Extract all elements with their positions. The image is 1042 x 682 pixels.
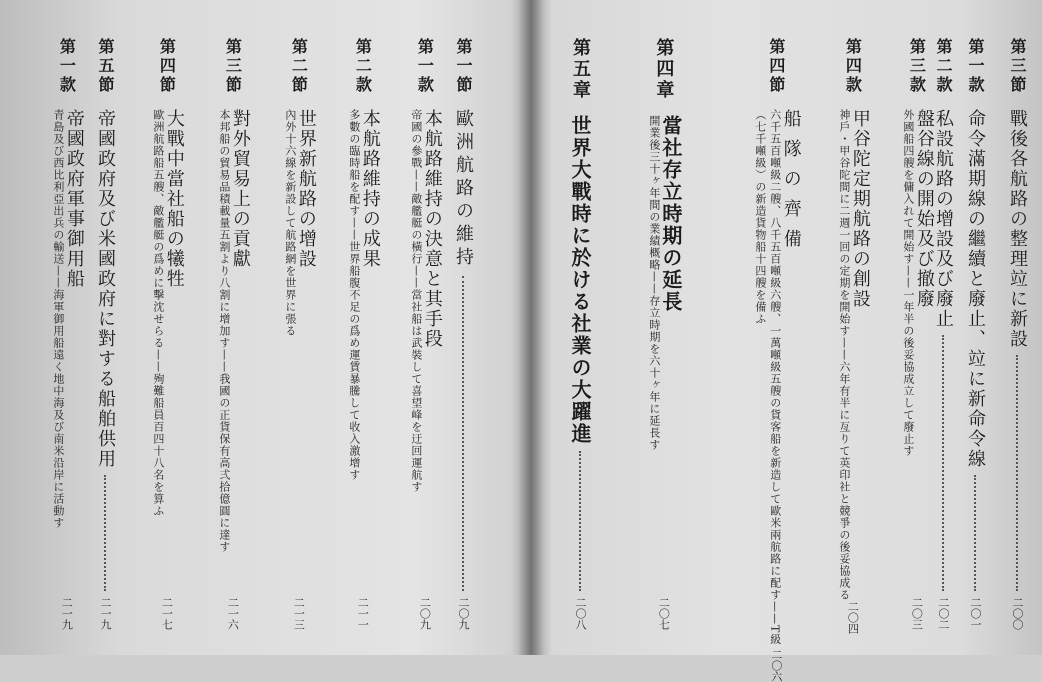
entry-page: 二〇六 xyxy=(769,649,783,682)
toc-entry xyxy=(216,38,249,630)
dot-leader xyxy=(1016,355,1018,591)
entry-label: 第一款 xyxy=(57,38,77,95)
toc-entry xyxy=(50,38,83,630)
entry-label: 第四章 xyxy=(653,38,675,101)
entry-title: 本航路維持の決意と其手段 xyxy=(421,109,443,349)
entry-page: 二〇一 xyxy=(969,597,982,630)
dot-leader xyxy=(579,451,581,591)
entry-title: 帝國政府軍事御用船 xyxy=(63,109,85,289)
toc-entry xyxy=(966,38,984,630)
entry-description: 青島及び西比利亞出兵の輸送——海軍御用船遠く地中海及び南米沿岸に活動す xyxy=(51,109,65,529)
dot-leader xyxy=(942,335,944,591)
dot-leader xyxy=(104,475,106,591)
toc-entry xyxy=(934,38,952,630)
entry-title: 對外貿易上の貢獻 xyxy=(229,109,251,269)
entry-title: 甲谷陀定期航路の創設 xyxy=(849,109,871,309)
entry-title: 大戰中當社船の犧牲 xyxy=(163,109,185,289)
entry-page: 二〇〇 xyxy=(1011,597,1024,630)
entry-label: 第三節 xyxy=(1008,38,1027,95)
dot-leader xyxy=(462,276,464,591)
entry-label: 第四節 xyxy=(157,38,177,95)
entry-title: 戰後各航路の整理竝に新設 xyxy=(1007,109,1028,349)
entry-description: 歐洲航路船五艘、敵艦艇の爲めに擊沈せらる——殉難船員百四十八名を算ふ xyxy=(151,109,165,517)
entry-label: 第二款 xyxy=(934,38,953,95)
toc-entry xyxy=(836,38,871,634)
entry-page: 二一三 xyxy=(292,597,306,630)
entry-title: 歐洲航路の維持 xyxy=(453,109,474,270)
entry-description: 開業後三十ヶ年間の業績概略——存立時期を六十ヶ年に延長す xyxy=(647,115,661,451)
entry-description: 帝國の參戰——敵艦艇の橫行——當社船は武裝して喜望峰を迂回運航す xyxy=(409,109,423,493)
entry-description: 神戶・甲谷陀間に二週一回の定期を開始す——六年有半に亙りて英印社と競爭の後妥協成る xyxy=(837,109,851,601)
entry-description: 內外十六線を新設して航路網を世界に張る xyxy=(283,109,297,337)
toc-entry xyxy=(900,38,933,630)
entry-label: 第二款 xyxy=(353,38,373,95)
entry-title: 本航路維持の成果 xyxy=(359,109,381,269)
toc-entry xyxy=(150,38,183,630)
entry-label: 第四節 xyxy=(766,38,786,95)
toc-entry xyxy=(454,38,472,630)
entry-label: 第一款 xyxy=(415,38,435,95)
entry-page: 二一七 xyxy=(160,597,174,630)
entry-page: 二〇七 xyxy=(657,597,671,630)
entry-page: 二〇三 xyxy=(910,597,924,630)
entry-title: 世界大戰時に於ける社業の大躍進 xyxy=(568,115,592,445)
entry-title: 當社存立時期の延長 xyxy=(658,115,683,313)
entry-label: 第一款 xyxy=(966,38,985,95)
entry-page: 二〇八 xyxy=(574,597,587,630)
toc-entry xyxy=(646,38,681,630)
entry-title: 船隊の齊備 xyxy=(780,109,802,259)
entry-page: 二一九 xyxy=(60,597,74,630)
entry-description: 六千五百噸級二艘、八千五百噸級六艘、一萬噸級五艘の貨客船を新造して歐米兩航路に配す——T級（七千噸級）の新造貨物船十四艘を備ふ xyxy=(753,109,782,646)
entry-page: 二〇九 xyxy=(418,597,432,630)
toc-entry xyxy=(96,38,114,630)
entry-label: 第五章 xyxy=(570,38,591,101)
entry-page: 二一一 xyxy=(356,597,370,630)
entry-title: 私設航路の增設及び廢止 xyxy=(933,109,954,329)
entry-label: 第三節 xyxy=(223,38,243,95)
entry-page: 二〇四 xyxy=(846,601,860,634)
entry-page: 二一九 xyxy=(99,597,112,630)
entry-page: 二一六 xyxy=(226,597,240,630)
entry-page: 二〇二 xyxy=(937,597,950,630)
toc-entry xyxy=(752,38,802,682)
entry-description: 多數の臨時船を配す——世界船腹不足の爲め運賃暴騰して收入激增す xyxy=(347,109,361,481)
toc-entry xyxy=(570,38,590,630)
entry-title: 命令滿期線の繼續と廢止、竝に新命令線 xyxy=(965,109,986,469)
entry-title: 帝國政府及び米國政府に對する船舶供用 xyxy=(95,109,116,469)
entry-label: 第一節 xyxy=(454,38,473,95)
entry-label: 第二節 xyxy=(289,38,309,95)
entry-page: 二〇九 xyxy=(457,597,470,630)
entry-title: 世界新航路の增設 xyxy=(295,109,317,269)
toc-entry xyxy=(346,38,379,630)
toc-entry xyxy=(1008,38,1026,630)
entry-label: 第五節 xyxy=(96,38,115,95)
toc-entry xyxy=(408,38,441,630)
entry-description: 外國船四艘を傭入れて開始す——一年半の後妥協成立して廢止す xyxy=(901,109,915,457)
entry-description: 本邦船の貿易品積載量五割より八割に增加す——我國の正貨保有高弍拾億圓に達す xyxy=(217,109,231,553)
book-gutter xyxy=(518,0,544,655)
entry-label: 第四款 xyxy=(843,38,863,95)
toc-entry xyxy=(282,38,315,630)
dot-leader xyxy=(974,475,976,591)
entry-title: 盤谷線の開始及び撤廢 xyxy=(913,109,935,309)
entry-label: 第三款 xyxy=(907,38,927,95)
